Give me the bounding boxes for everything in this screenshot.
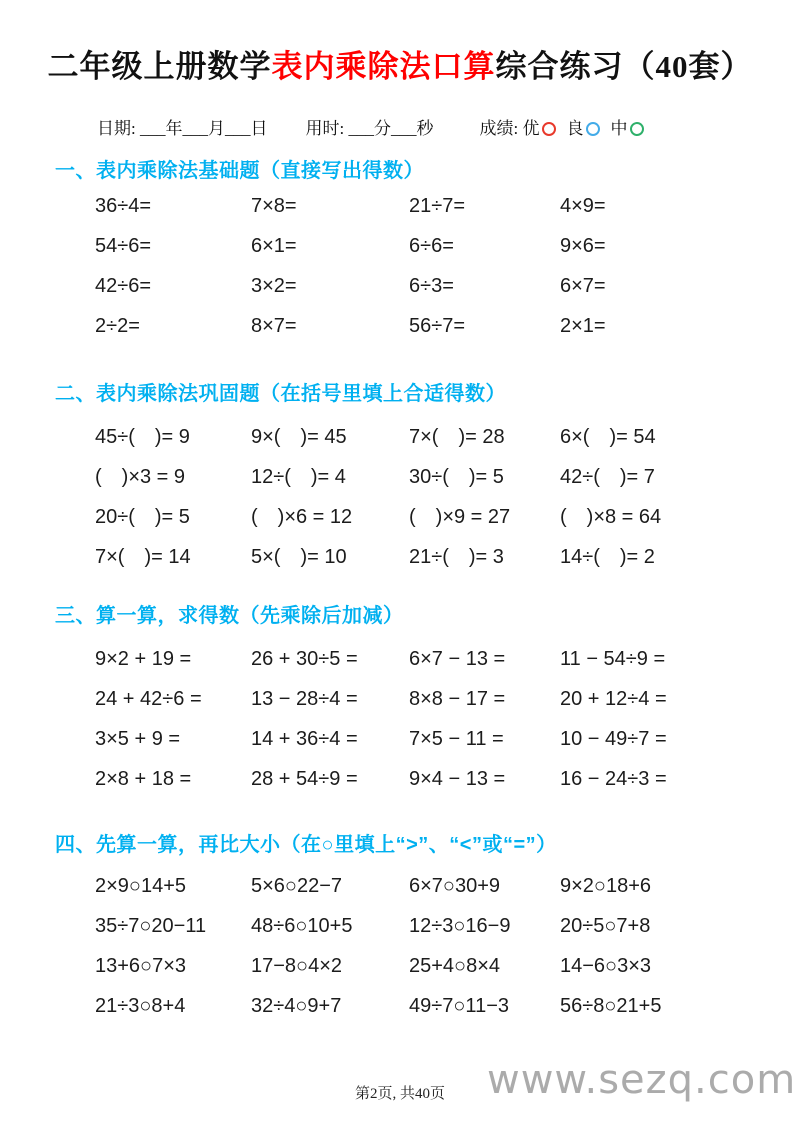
section-3-heading: 三、算一算，求得数（先乘除后加减） xyxy=(55,605,404,627)
problem-cell: 11 − 54÷9 = xyxy=(560,647,666,670)
problem-cell: 7×5 − 11 = xyxy=(409,727,504,750)
grade-good-circle-icon xyxy=(586,122,600,136)
problem-cell: 7×8= xyxy=(251,194,297,217)
problem-cell: 3×2= xyxy=(251,274,297,297)
problem-cell: 14÷( )= 2 xyxy=(560,545,655,568)
problem-cell: 28 + 54÷9 = xyxy=(251,767,358,790)
problem-cell: 9×4 − 13 = xyxy=(409,767,506,790)
problem-cell: 6×7 − 13 = xyxy=(409,647,506,670)
problem-row xyxy=(95,946,800,986)
worksheet-page xyxy=(0,46,800,1103)
problem-cell: 2×1= xyxy=(560,314,606,337)
meta-line xyxy=(97,117,800,141)
problem-row xyxy=(95,226,800,266)
problem-cell: 7×( )= 28 xyxy=(409,425,505,448)
problem-row xyxy=(95,639,800,679)
problem-cell: 56÷7= xyxy=(409,314,466,337)
problem-cell: 2÷2= xyxy=(95,314,140,337)
problem-cell: 54÷6= xyxy=(95,234,152,257)
grade-average xyxy=(610,117,644,141)
problem-cell: 16 − 24÷3 = xyxy=(560,767,667,790)
problem-cell: 21÷7= xyxy=(409,194,466,217)
problem-cell: ( )×6 = 12 xyxy=(251,505,353,528)
problem-cell: ( )×3 = 9 xyxy=(95,465,186,488)
page-indicator: 第2页, 共40页 xyxy=(354,1086,445,1102)
problem-cell: 12÷( )= 4 xyxy=(251,465,346,488)
problem-row xyxy=(95,679,800,719)
problem-cell: 30÷( )= 5 xyxy=(409,465,504,488)
grade-excellent-circle-icon xyxy=(542,122,556,136)
problem-cell: 13+6○7×3 xyxy=(95,954,187,977)
problem-cell: 42÷6= xyxy=(95,274,152,297)
problem-row xyxy=(95,414,800,454)
problem-cell: 6×1= xyxy=(251,234,297,257)
problem-cell: 17−8○4×2 xyxy=(251,954,343,977)
problem-cell: 6÷3= xyxy=(409,274,454,297)
problem-cell: 9×2○18+6 xyxy=(560,874,652,897)
problem-cell: 48÷6○10+5 xyxy=(251,914,353,937)
time-fill-in: 用时: ___分___秒 xyxy=(305,119,434,138)
problem-cell: 9×( )= 45 xyxy=(251,425,347,448)
problem-row xyxy=(95,186,800,226)
problem-cell: 2×8 + 18 = xyxy=(95,767,192,790)
section-4-compare-problems xyxy=(0,832,800,1026)
problem-cell: 6×7○30+9 xyxy=(409,874,501,897)
problem-cell: 6÷6= xyxy=(409,234,454,257)
problem-cell: 45÷( )= 9 xyxy=(95,425,190,448)
problem-cell: ( )×9 = 27 xyxy=(409,505,511,528)
grade-good xyxy=(566,117,600,141)
grade-excellent-label: 优 xyxy=(522,119,540,138)
section-4-heading: 四、先算一算，再比大小（在○里填上“>”、“<”或“=”） xyxy=(55,834,557,856)
section-1-heading: 一、表内乘除法基础题（直接写出得数） xyxy=(55,160,424,182)
problem-cell: 4×9= xyxy=(560,194,606,217)
grade-average-circle-icon xyxy=(630,122,644,136)
problem-row xyxy=(95,454,800,494)
problem-cell: 3×5 + 9 = xyxy=(95,727,181,750)
problem-row xyxy=(95,534,800,574)
page-title xyxy=(0,46,800,88)
problem-cell: 10 − 49÷7 = xyxy=(560,727,667,750)
title-part-black-right: 综合练习（40套） xyxy=(495,49,753,84)
section-2-heading: 二、表内乘除法巩固题（在括号里填上合适得数） xyxy=(55,383,506,405)
score-area xyxy=(479,117,654,141)
section-3-rows xyxy=(95,639,800,799)
problem-cell: 5×( )= 10 xyxy=(251,545,347,568)
grade-average-label: 中 xyxy=(610,119,628,138)
score-label: 成绩: xyxy=(479,119,523,138)
date-fill-in: 日期: ___年___月___日 xyxy=(97,119,268,138)
problem-row xyxy=(95,719,800,759)
problem-cell: 56÷8○21+5 xyxy=(560,994,662,1017)
section-1-basic-problems xyxy=(0,158,800,346)
problem-cell: 14−6○3×3 xyxy=(560,954,652,977)
problem-cell: 6×7= xyxy=(560,274,606,297)
problem-row xyxy=(95,266,800,306)
problem-cell: 9×6= xyxy=(560,234,606,257)
problem-row xyxy=(95,866,800,906)
problem-row xyxy=(95,986,800,1026)
problem-cell: 32÷4○9+7 xyxy=(251,994,342,1017)
problem-row xyxy=(95,306,800,346)
problem-cell: 8×7= xyxy=(251,314,297,337)
problem-cell: 13 − 28÷4 = xyxy=(251,687,358,710)
problem-cell: 42÷( )= 7 xyxy=(560,465,655,488)
problem-cell: 25+4○8×4 xyxy=(409,954,501,977)
problem-cell: 7×( )= 14 xyxy=(95,545,191,568)
section-4-rows xyxy=(95,866,800,1026)
title-part-black-left: 二年级上册数学 xyxy=(47,49,272,84)
section-1-rows xyxy=(95,186,800,346)
problem-cell: 21÷( )= 3 xyxy=(409,545,504,568)
problem-cell: 36÷4= xyxy=(95,194,152,217)
problem-cell: 21÷3○8+4 xyxy=(95,994,186,1017)
problem-cell: 6×( )= 54 xyxy=(560,425,656,448)
problem-cell: 20 + 12÷4 = xyxy=(560,687,667,710)
grade-good-label: 良 xyxy=(566,119,584,138)
problem-cell: 14 + 36÷4 = xyxy=(251,727,358,750)
problem-row xyxy=(95,494,800,534)
problem-cell: 49÷7○11−3 xyxy=(409,994,509,1017)
problem-cell: 5×6○22−7 xyxy=(251,874,343,897)
problem-cell: 2×9○14+5 xyxy=(95,874,187,897)
title-part-red: 表内乘除法口算 xyxy=(271,49,496,84)
problem-cell: 8×8 − 17 = xyxy=(409,687,506,710)
section-3-mixed-operations xyxy=(0,603,800,799)
section-2-rows xyxy=(95,414,800,574)
problem-row xyxy=(95,906,800,946)
problem-cell: 9×2 + 19 = xyxy=(95,647,192,670)
problem-cell: 20÷( )= 5 xyxy=(95,505,190,528)
problem-cell: 26 + 30÷5 = xyxy=(251,647,358,670)
problem-row xyxy=(95,759,800,799)
problem-cell: 35÷7○20−11 xyxy=(95,914,207,937)
problem-cell: 20÷5○7+8 xyxy=(560,914,651,937)
section-2-fill-blank-problems xyxy=(0,381,800,574)
problem-cell: 12÷3○16−9 xyxy=(409,914,511,937)
watermark-url: www.sezq.com xyxy=(487,1057,797,1103)
problem-cell: 24 + 42÷6 = xyxy=(95,687,202,710)
problem-cell: ( )×8 = 64 xyxy=(560,505,662,528)
grade-excellent xyxy=(522,117,556,141)
